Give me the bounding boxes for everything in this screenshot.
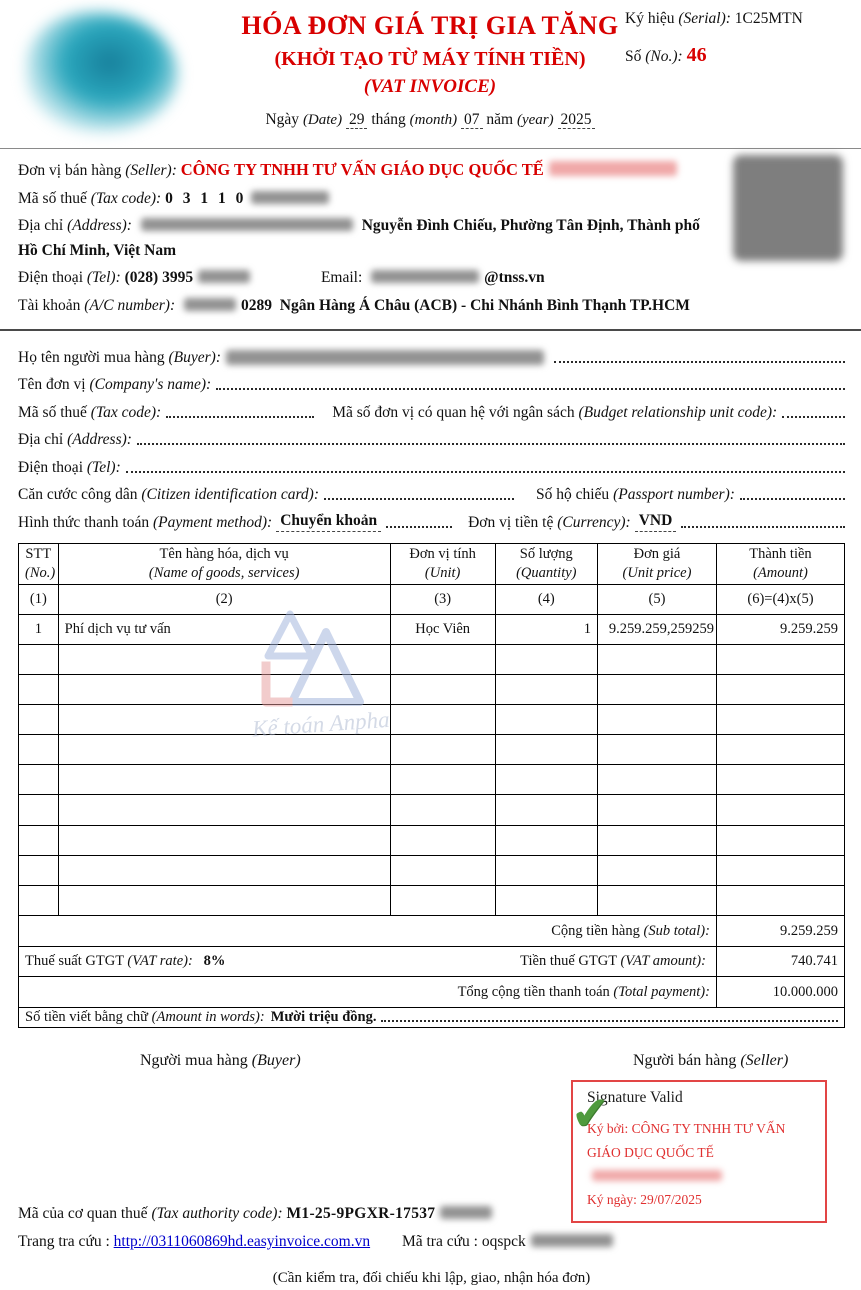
month-label-en: (month) xyxy=(409,111,458,128)
buyer-address-label: Địa chỉ (Address): xyxy=(18,431,132,448)
seller-label: Đơn vị bán hàng xyxy=(18,162,122,179)
amount-in-words-row xyxy=(19,1008,845,1028)
seller-account-label-en: (A/C number): xyxy=(84,296,176,314)
buyer-cid-label: Căn cước công dân (Citizen identification card): xyxy=(18,486,319,503)
table-empty-row xyxy=(19,704,845,734)
payment-method-row xyxy=(18,504,845,532)
serial-label: Ký hiệu xyxy=(625,10,675,27)
amount-in-words-value: Mười triệu đồng. xyxy=(270,1009,377,1026)
seller-address-redacted xyxy=(141,218,353,231)
lookup-code-redacted xyxy=(531,1234,613,1247)
signed-by-redacted xyxy=(592,1170,722,1181)
title-block xyxy=(170,12,690,129)
col-header-amount: Thành tiền (Amount) xyxy=(716,543,844,584)
col-header-stt: STT (No.) xyxy=(19,543,59,584)
seller-tax-label: Mã số thuế xyxy=(18,189,87,207)
tax-authority-label-en: (Tax authority code): xyxy=(151,1205,283,1223)
dotted-line xyxy=(324,498,514,500)
table-empty-row xyxy=(19,795,845,825)
buyer-name-row xyxy=(18,339,845,367)
column-number-row xyxy=(19,584,845,614)
signature-section xyxy=(0,1046,861,1208)
col-header-name: Tên hàng hóa, dịch vụ (Name of goods, services) xyxy=(58,543,390,584)
footer-note: (Cần kiểm tra, đối chiếu khi lập, giao, nhận hóa đơn) xyxy=(272,1270,591,1287)
invoice-date-line xyxy=(170,111,690,129)
watermark-text: Kế toán Anpha xyxy=(251,706,391,742)
seller-account-row xyxy=(18,294,845,319)
buyer-company-row xyxy=(18,367,845,395)
buyer-phone-row xyxy=(18,449,845,477)
invoice-number: 46 xyxy=(686,44,707,66)
seller-address-value: Nguyễn Đình Chiếu, Phường Tân Định, Thành phố Hồ Chí Minh, Việt Nam xyxy=(18,217,700,259)
amount-in-words-label: Số tiền viết bằng chữ (Amount in words): xyxy=(25,1009,265,1026)
lookup-url-link[interactable]: http://0311060869hd.easyinvoice.com.vn xyxy=(113,1233,371,1251)
lookup-label: Trang tra cứu : xyxy=(18,1233,110,1251)
digital-signature-box xyxy=(571,1080,827,1223)
vat-amount-value: 740.741 xyxy=(716,947,844,977)
seller-label-en: (Seller): xyxy=(125,162,177,179)
dotted-line xyxy=(126,471,845,473)
items-table xyxy=(18,543,845,1029)
invoice-header xyxy=(0,0,861,148)
seller-account-label: Tài khoản xyxy=(18,296,81,314)
tax-authority-redacted xyxy=(440,1206,492,1219)
buyer-tax-label: Mã số thuế (Tax code): xyxy=(18,403,162,421)
total-label: Tổng cộng tiền thanh toán (Total payment): xyxy=(19,977,717,1008)
buyer-passport-label: Số hộ chiếu (Passport number): xyxy=(536,486,735,503)
dotted-line xyxy=(137,443,845,445)
currency-value: VND xyxy=(635,512,677,532)
serial-label-en: (Serial): xyxy=(678,10,731,27)
col-header-unit-price: Đơn giá (Unit price) xyxy=(598,543,717,584)
number-label: Số xyxy=(625,48,642,65)
seller-signature-label: Người bán hàng (Seller) xyxy=(633,1052,789,1070)
table-header-row xyxy=(19,543,845,584)
dotted-line xyxy=(166,416,314,418)
seller-tax-redacted xyxy=(251,191,329,204)
date-year: 2025 xyxy=(558,111,595,129)
year-label-en: (year) xyxy=(516,111,554,128)
dotted-line xyxy=(740,498,845,500)
table-empty-row xyxy=(19,855,845,885)
tax-authority-label: Mã của cơ quan thuế xyxy=(18,1205,148,1223)
buyer-taxcode-row xyxy=(18,394,845,422)
qr-code-blurred xyxy=(733,155,843,261)
date-month: 07 xyxy=(461,111,483,129)
number-label-en: (No.): xyxy=(645,48,683,65)
col-header-unit: Đơn vị tính (Unit) xyxy=(390,543,495,584)
currency-label: Đơn vị tiền tệ (Currency): xyxy=(468,513,631,531)
item-unit: Học Viên xyxy=(390,614,495,644)
vat-amount-label: Tiền thuế GTGT (VAT amount): xyxy=(520,953,706,970)
buyer-tel-label: Điện thoại (Tel): xyxy=(18,458,121,476)
seller-bank-name: Ngân Hàng Á Châu (ACB) - Chi Nhánh Bình Thạnh TP.HCM xyxy=(279,296,690,314)
total-value: 10.000.000 xyxy=(716,977,844,1008)
table-row xyxy=(19,614,845,644)
buyer-id-row xyxy=(18,477,845,505)
date-label-en: (Date) xyxy=(302,111,343,128)
dotted-line xyxy=(216,388,845,390)
item-amount: 9.259.259 xyxy=(716,614,844,644)
item-name: Phí dịch vụ tư vấn xyxy=(58,614,390,644)
subtotal-row xyxy=(19,916,845,947)
lookup-code: Mã tra cứu : oqspck xyxy=(401,1233,526,1251)
seller-taxcode-row xyxy=(18,187,845,212)
seller-tel-value: (028) 3995 xyxy=(124,269,194,286)
amount-in-words-cell xyxy=(19,1008,845,1028)
month-label: tháng xyxy=(371,110,406,128)
table-empty-row xyxy=(19,765,845,795)
signature-valid-text: Signature Valid xyxy=(587,1089,683,1107)
table-empty-row xyxy=(19,825,845,855)
col-num-2: (2) xyxy=(58,584,390,614)
tax-authority-code: M1-25-9PGXR-17537 xyxy=(286,1205,436,1223)
year-label: năm xyxy=(486,110,514,128)
buyer-company-label: Tên đơn vị (Company's name): xyxy=(18,376,212,393)
signature-details xyxy=(587,1117,813,1212)
signed-by-text: Ký bởi: CÔNG TY TNHH TƯ VẤN GIÁO DỤC QUỐC TẾ xyxy=(587,1121,786,1160)
item-quantity: 1 xyxy=(495,614,597,644)
seller-tel-label: Điện thoại xyxy=(18,269,83,286)
buyer-section xyxy=(0,331,861,534)
dotted-line xyxy=(386,526,452,528)
date-label: Ngày xyxy=(265,110,300,128)
payment-method-label: Hình thức thanh toán (Payment method): xyxy=(18,513,273,531)
vat-rate: Thuế suất GTGT (VAT rate): 8% xyxy=(25,953,226,970)
dotted-line xyxy=(554,361,845,363)
payment-method-value: Chuyển khoản xyxy=(276,512,381,532)
seller-tel-redacted xyxy=(198,270,250,283)
serial-value: 1C25MTN xyxy=(734,10,803,27)
seller-email-label: Email: xyxy=(320,269,363,286)
serial-block xyxy=(625,10,845,67)
dotted-line xyxy=(681,526,845,528)
seller-address-label: Địa chỉ xyxy=(18,217,64,234)
total-row xyxy=(19,977,845,1008)
seller-email-value: @tnss.vn xyxy=(484,269,545,286)
seller-name-row xyxy=(18,158,845,184)
buyer-budget-label: Mã số đơn vị có quan hệ với ngân sách (Budget relationship unit code): xyxy=(332,403,778,421)
item-unit-price: 9.259.259,259259 xyxy=(598,614,717,644)
table-empty-row xyxy=(19,644,845,674)
vat-rate-value: 8% xyxy=(203,953,226,970)
seller-account-value: 0289 xyxy=(241,296,272,314)
subtotal-value: 9.259.259 xyxy=(716,916,844,947)
col-num-3: (3) xyxy=(390,584,495,614)
seller-tax-label-en: (Tax code): xyxy=(90,189,162,207)
seller-email-redacted xyxy=(371,270,479,283)
item-stt: 1 xyxy=(19,614,59,644)
lookup-row xyxy=(18,1230,845,1254)
col-num-1: (1) xyxy=(19,584,59,614)
buyer-address-row xyxy=(18,422,845,450)
invoice-title: HÓA ĐƠN GIÁ TRỊ GIA TĂNG xyxy=(241,11,619,40)
buyer-name-redacted xyxy=(226,350,544,365)
date-day: 29 xyxy=(346,111,368,129)
vat-cell xyxy=(19,947,717,977)
seller-tel-label-en: (Tel): xyxy=(86,269,121,286)
seller-account-redacted xyxy=(184,298,236,311)
dotted-line xyxy=(782,416,845,418)
invoice-title-en: (VAT INVOICE) xyxy=(363,75,497,97)
seller-phone-row xyxy=(18,266,845,291)
invoice-subtitle: (KHỞI TẠO TỪ MÁY TÍNH TIỀN) xyxy=(274,47,586,70)
col-num-5: (5) xyxy=(598,584,717,614)
seller-name: CÔNG TY TNHH TƯ VẤN GIÁO DỤC QUỐC TẾ xyxy=(180,160,544,179)
col-num-4: (4) xyxy=(495,584,597,614)
buyer-name-label: Họ tên người mua hàng (Buyer): xyxy=(18,348,221,366)
company-logo-blurred xyxy=(26,12,178,132)
table-empty-row xyxy=(19,674,845,704)
signed-date-text: Ký ngày: 29/07/2025 xyxy=(587,1192,702,1208)
seller-tax-value: 0 3 1 1 0 xyxy=(165,189,247,207)
dotted-line xyxy=(381,1020,838,1022)
seller-section xyxy=(0,149,861,325)
seller-name-redacted xyxy=(549,161,677,176)
table-empty-row xyxy=(19,886,845,916)
signature-check-icon: ✔ xyxy=(569,1085,611,1142)
table-empty-row xyxy=(19,735,845,765)
subtotal-label: Cộng tiền hàng (Sub total): xyxy=(19,916,717,947)
seller-address-row xyxy=(18,214,723,263)
col-header-quantity: Số lượng (Quantity) xyxy=(495,543,597,584)
buyer-signature-label: Người mua hàng (Buyer) xyxy=(140,1052,301,1070)
vat-row xyxy=(19,947,845,977)
col-num-6: (6)=(4)x(5) xyxy=(716,584,844,614)
seller-address-label-en: (Address): xyxy=(67,217,132,234)
